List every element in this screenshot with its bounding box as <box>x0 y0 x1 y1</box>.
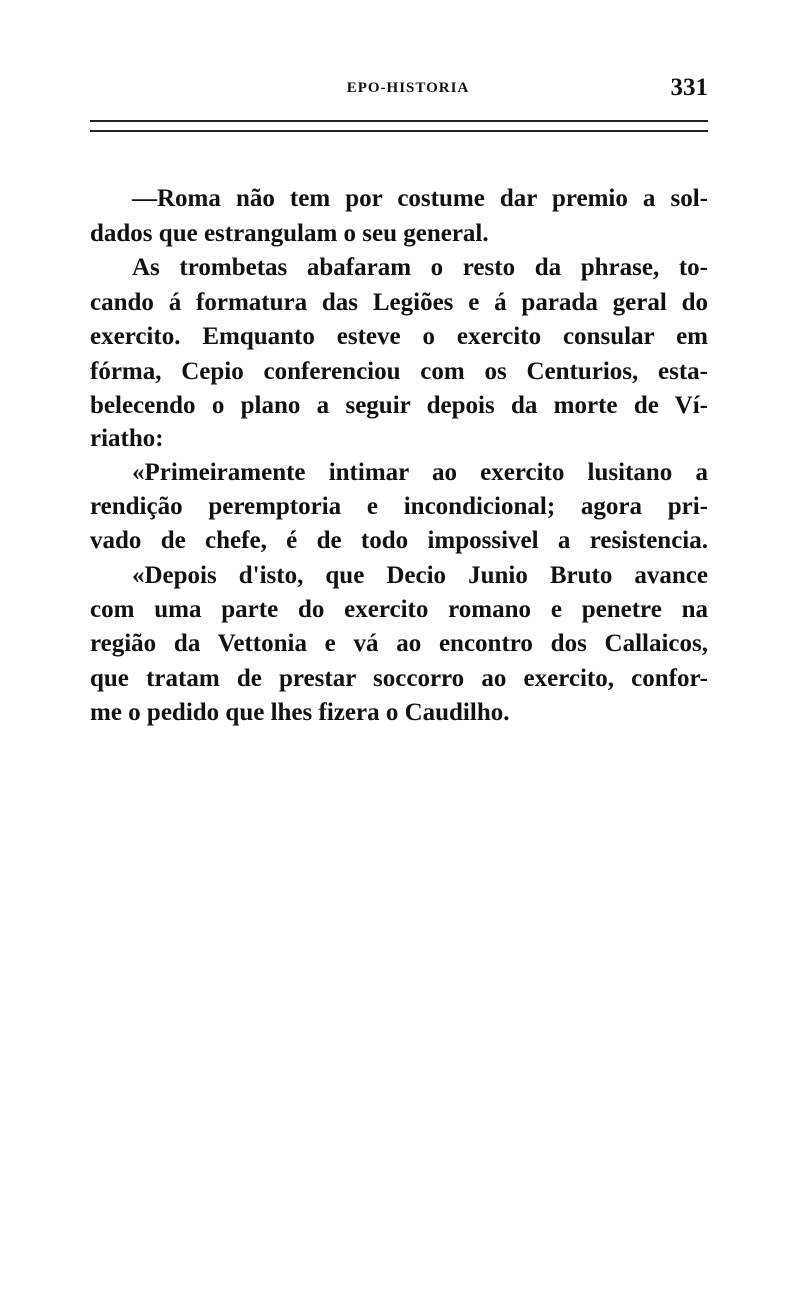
text-line: dados que estrangulam o seu general. <box>90 220 489 247</box>
page-number: 331 <box>670 74 708 101</box>
text-line: com uma parte do exercito romano e penetre na <box>90 596 708 623</box>
text-line: riatho: <box>90 425 164 452</box>
text-line: rendição peremptoria e incondicional; agora pri- <box>90 493 708 520</box>
text-line: fórma, Cepio conferenciou com os Centurios, esta- <box>90 358 708 385</box>
text-line: que tratam de prestar soccorro ao exercito, confor- <box>90 665 708 692</box>
text-line: vado de chefe, é de todo impossivel a resistencia. <box>90 527 708 554</box>
text-line: «Primeiramente intimar ao exercito lusitano a <box>132 459 708 486</box>
text-line: belecendo o plano a seguir depois da morte de Ví- <box>90 392 708 419</box>
text-line: —Roma não tem por costume dar premio a sol- <box>132 185 708 212</box>
text-line: As trombetas abafaram o resto da phrase, to- <box>132 254 708 281</box>
text-line: exercito. Emquanto esteve o exercito consular em <box>90 323 708 350</box>
text-line: «Depois d'isto, que Decio Junio Bruto avance <box>132 562 708 589</box>
text-line: cando á formatura das Legiões e á parada geral do <box>90 289 708 316</box>
running-head-title: EPO-HISTORIA <box>346 80 470 96</box>
running-head <box>90 74 708 104</box>
header-rule-top <box>90 120 708 122</box>
text-line: região da Vettonia e vá ao encontro dos Callaicos, <box>90 630 708 657</box>
text-line: me o pedido que lhes fizera o Caudilho. <box>90 699 510 726</box>
header-rule-bottom <box>90 130 708 132</box>
